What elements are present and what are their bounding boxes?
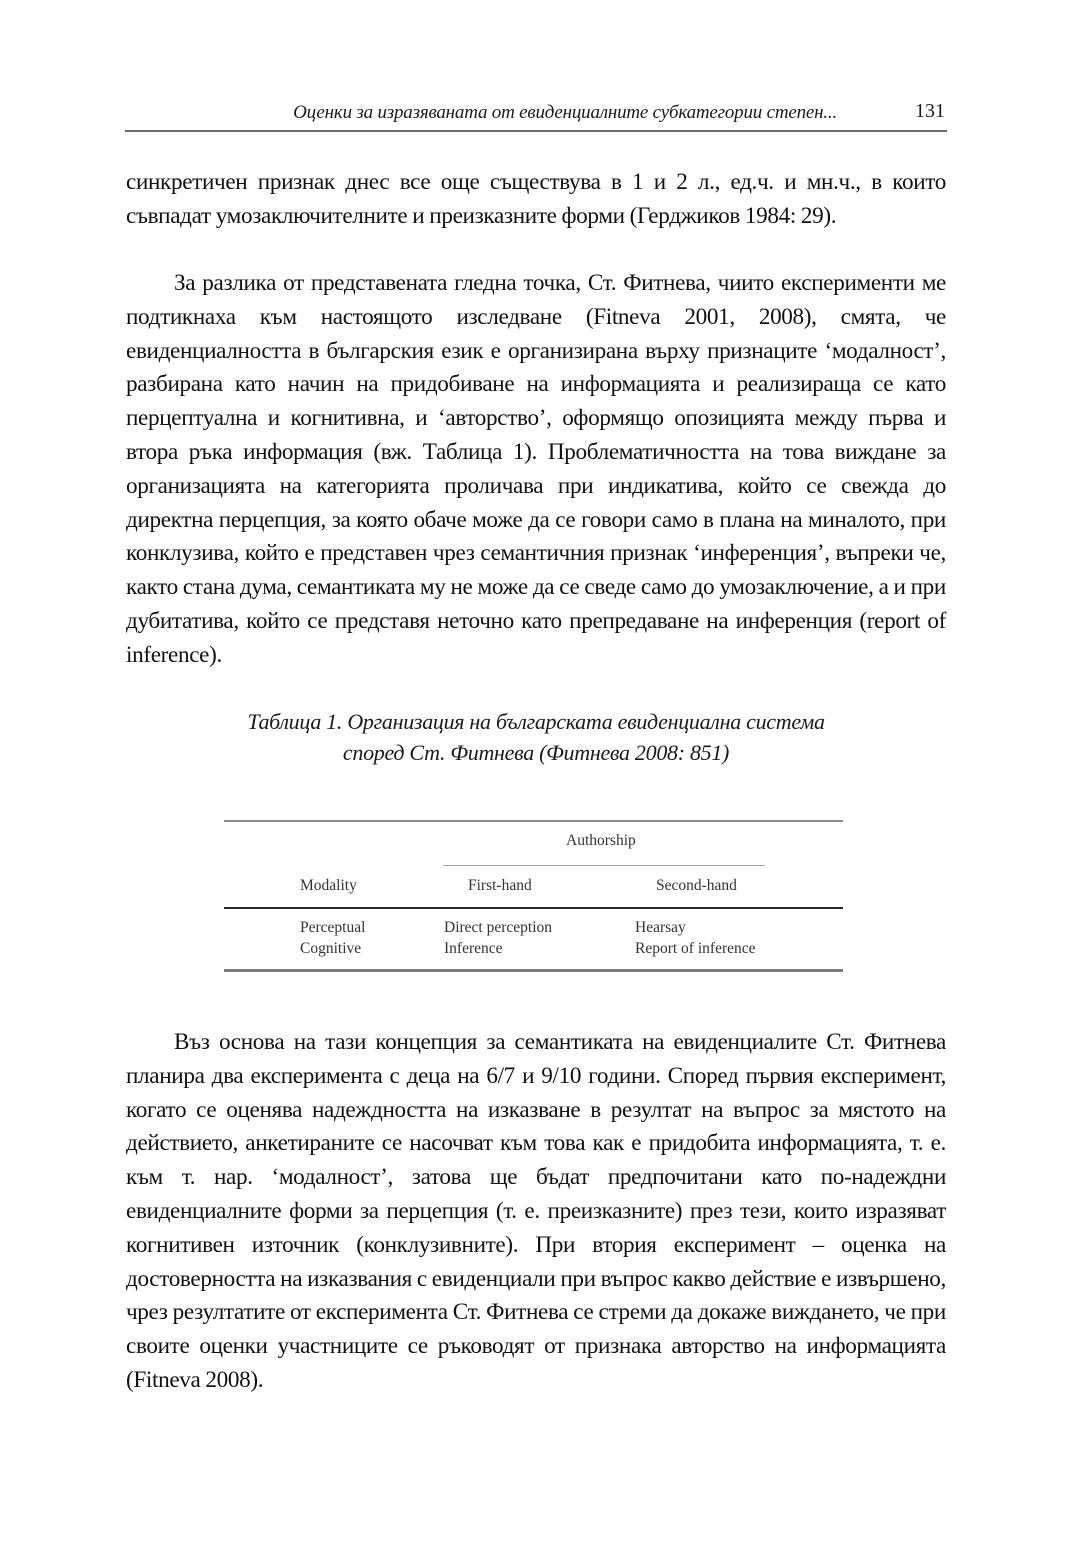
paragraph-fitneva-view: За разлика от представената гледна точка, Ст. Фитнева, чиито експерименти ме подтикнаха към настоящото изследване (Fitneva 2001, 2008), смята, че евиденциалността в българския език е организирана върху признаците ‘модалност’, разбирана като начин на придобиване на информацията и реализираща се като перцептуална и когнитивна, и ‘авторство’, оформящо опозицията между първа и втора ръка информация (вж. Таблица 1). Проблематичността на това виждане за организацията на категорията проличава при индикатива, който се свежда до директна перцепция, за която обаче може да се говори само в плана на миналото, при конклузива, който е представен чрез семантичния признак ‘инференция’, въпреки че, както стана дума, семантиката му не може да се сведе само до умозаключение, а и при дубитатива, който се представя неточно като препредаване на инференция (report of inference). xyxy=(126,270,946,668)
table-caption-line-1: Таблица 1. Организация на българската евиденциална система xyxy=(247,709,825,734)
table-caption xyxy=(126,706,946,768)
table-cell: Hearsay xyxy=(635,919,686,936)
table-cell: Cognitive xyxy=(300,940,362,957)
table-cell: Report of inference xyxy=(635,940,756,957)
table-cell: Perceptual xyxy=(300,919,366,936)
page-number: 131 xyxy=(915,100,945,122)
table-group-rule xyxy=(443,865,765,866)
table-top-rule xyxy=(224,820,843,822)
paragraph-experiments: Въз основа на тази концепция за семантиката на евиденциалите Ст. Фитнева планира два експеримента с деца на 6/7 и 9/10 години. Според първия експеримент, когато се оценява надеждността на изказване в резултат на въпрос за мястото на действието, анкетираните се насочват към това как е придобита информацията, т. е. към т. нар. ‘модалност’, затова ще бъдат предпочитани като по-надеждни евиденциалните форми за перцепция (т. е. преизказните) през тези, които изразяват когнитивен източник (конклузивните). При втория експеримент – оценка на достоверността на изказвания с евиденциали при въпрос какво действие е извършено, чрез резултатите от експеримента Ст. Фитнева се стреми да докаже виждането, че при своите оценки участниците се ръководят от признака авторство на информацията (Fitneva 2008). xyxy=(126,1029,946,1393)
table-group-header-authorship: Authorship xyxy=(566,832,636,849)
table-cell: Direct perception xyxy=(444,919,553,936)
table-header-rule xyxy=(224,907,843,909)
table-header-modality: Modality xyxy=(300,877,357,894)
table-cell: Inference xyxy=(444,940,503,957)
table-header-second-hand: Second-hand xyxy=(656,877,737,894)
paragraph-continuation: синкретичен признак днес все още съществува в 1 и 2 л., ед.ч. и мн.ч., в които съвпадат умозаключителните и преизказните форми (Герджиков 1984: 29). xyxy=(126,169,946,229)
running-head xyxy=(125,100,947,132)
evidentiality-table xyxy=(224,820,843,972)
table-bottom-rule xyxy=(224,969,843,972)
table-caption-line-2: според Ст. Фитнева (Фитнева 2008: 851) xyxy=(342,740,730,765)
table-header-first-hand: First-hand xyxy=(468,877,532,894)
running-head-title: Оценки за изразяваната от евиденциалните субкатегории степен... xyxy=(293,102,837,123)
